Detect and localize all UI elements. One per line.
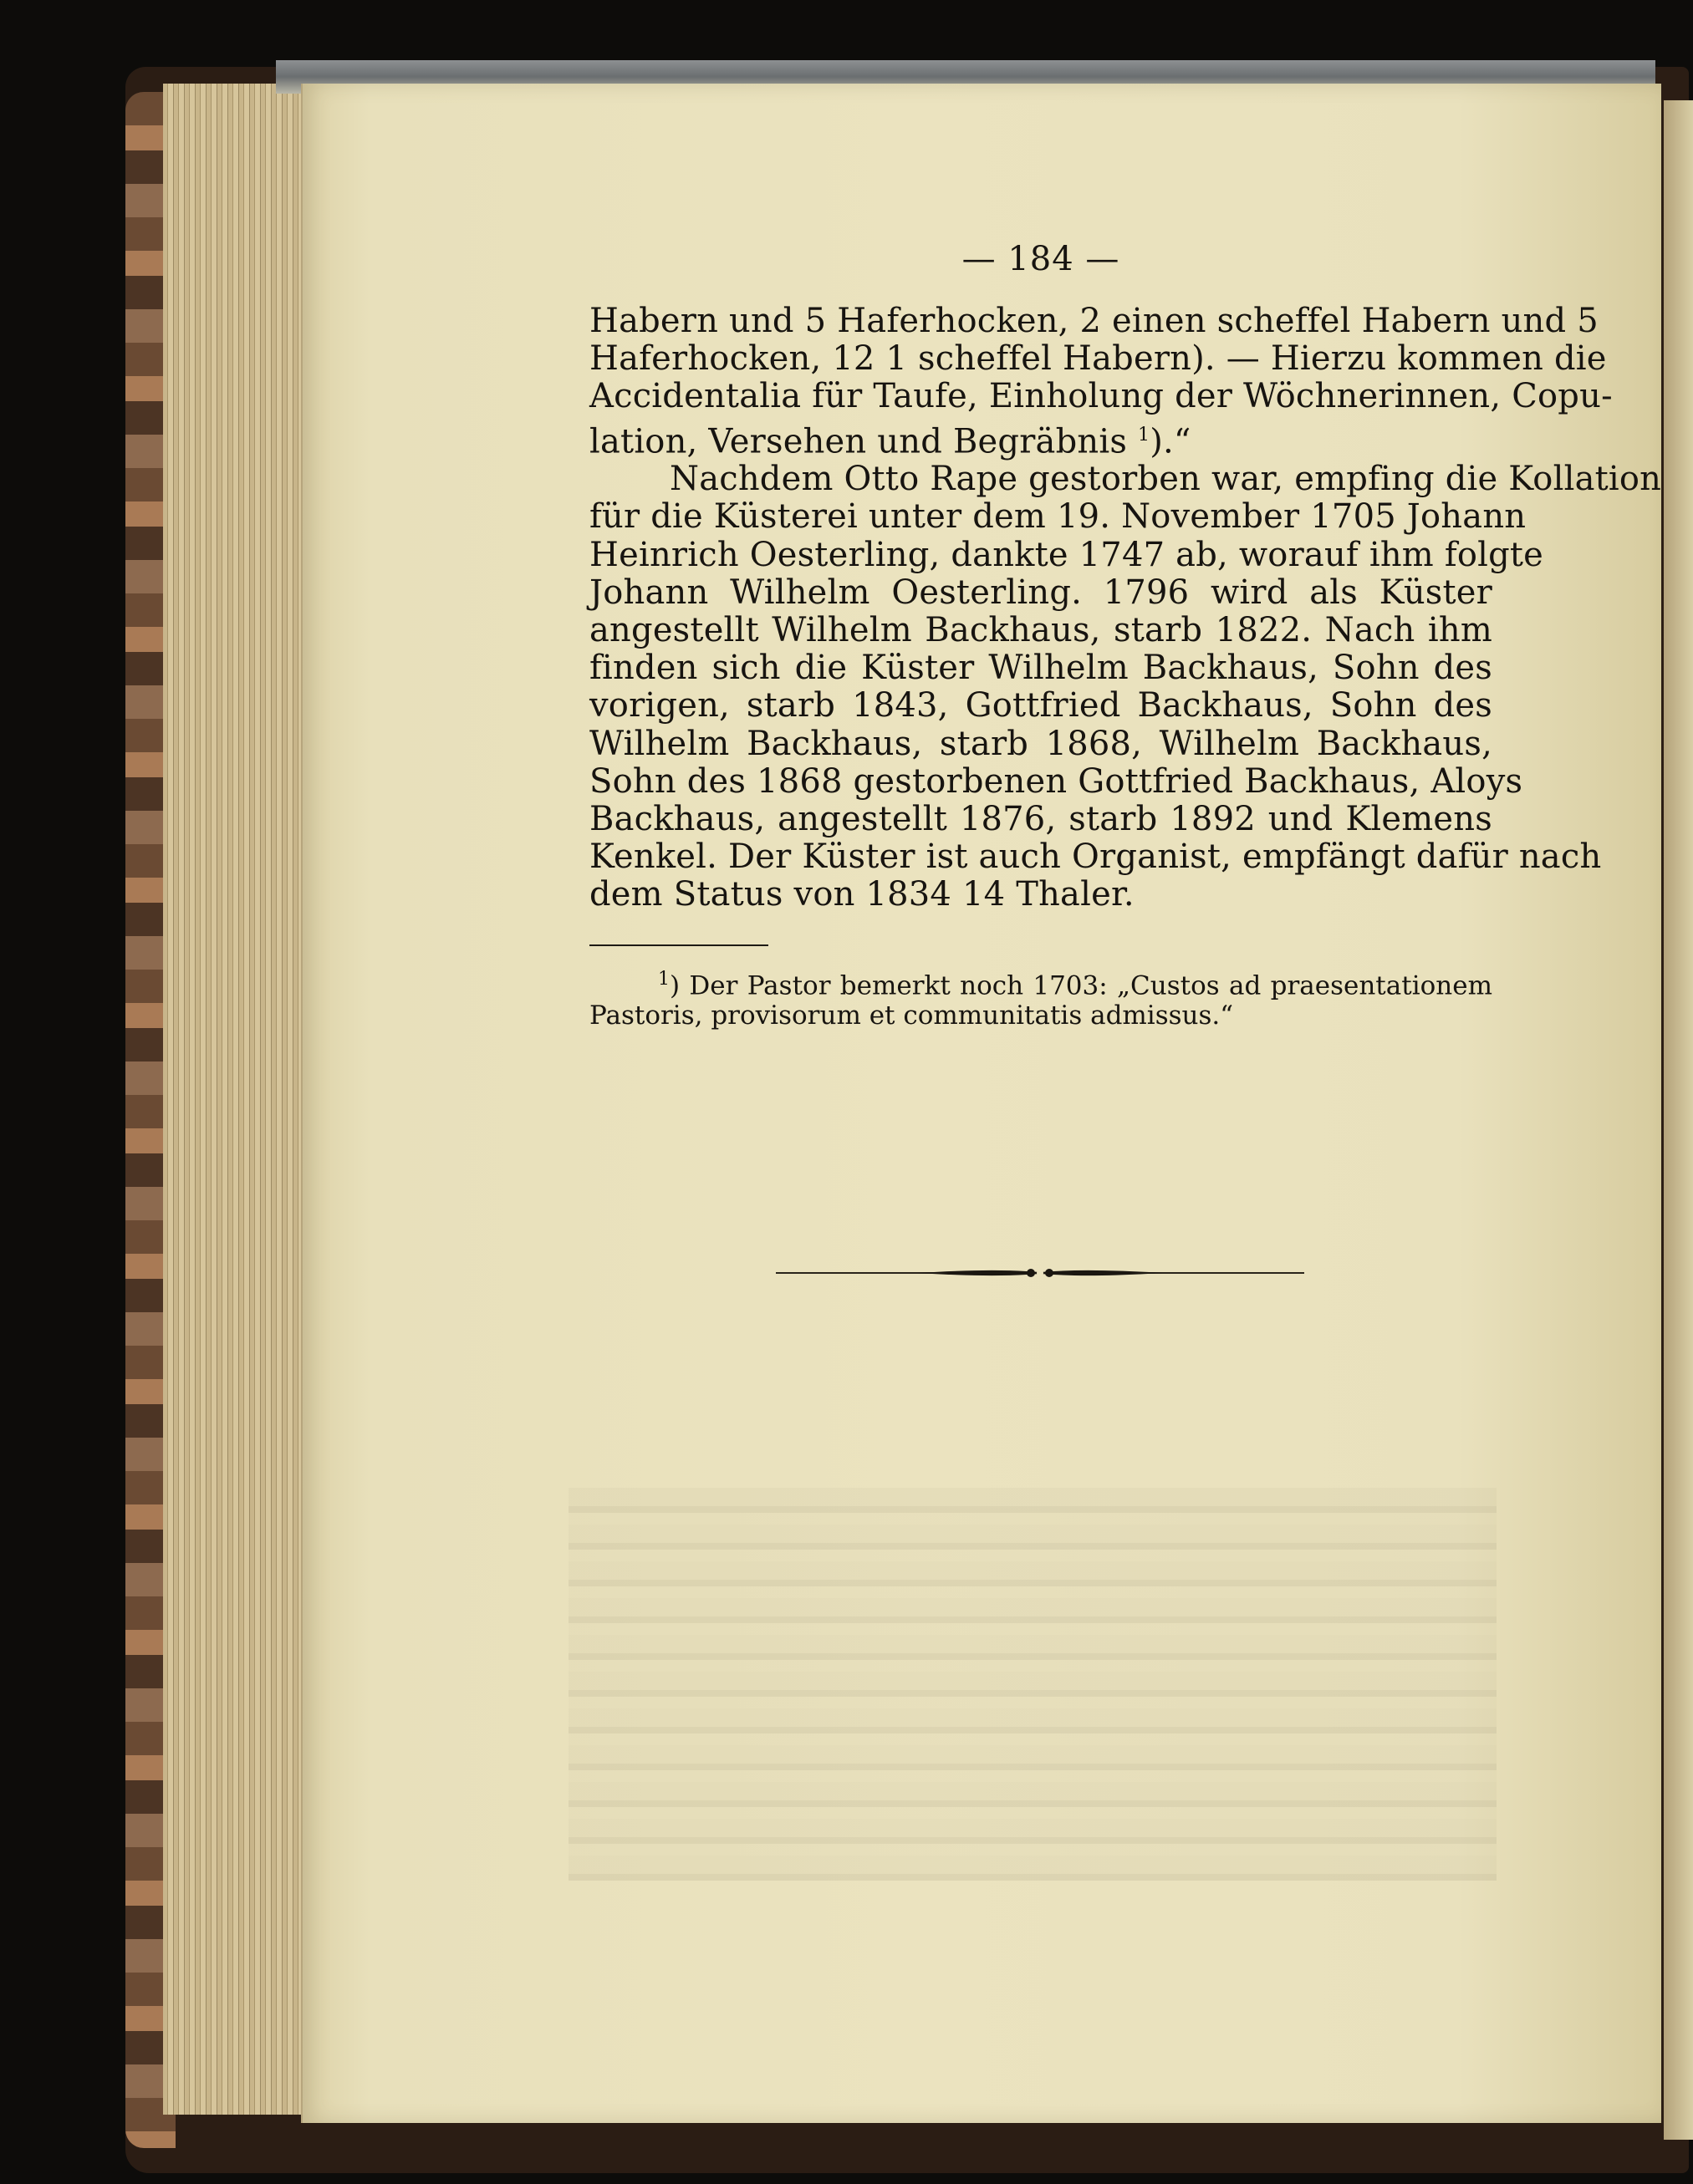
show-through-text — [569, 1488, 1497, 1881]
quote-end: ).“ — [1150, 421, 1191, 461]
right-gutter — [1664, 100, 1693, 2140]
body-line-6: für die Küsterei unter dem 19. November 1705 Johann — [589, 497, 1527, 537]
body-line-12: Wilhelm Backhaus, starb 1868, Wilhelm Backhaus, — [589, 724, 1492, 763]
body-line-13: Sohn des 1868 gestorbenen Gottfried Backhaus, Aloys — [589, 761, 1523, 801]
body-line-2: Haferhocken, 12 1 scheffel Habern). — Hierzu kommen die — [589, 339, 1607, 379]
body-line-15: Kenkel. Der Küster ist auch Organist, empfängt dafür nach — [589, 837, 1602, 877]
body-line-4 — [589, 416, 1492, 461]
ornament-divider — [776, 1260, 1304, 1285]
body-line-7: Heinrich Oesterling, dankte 1747 ab, worauf ihm folgte — [589, 535, 1544, 574]
body-paragraph — [589, 302, 1662, 914]
footnote-line-2: Pastoris, provisorum et communitatis admissus.“ — [589, 1000, 1234, 1031]
footnote-ref: 1 — [1138, 424, 1150, 445]
body-line-16: dem Status von 1834 14 Thaler. — [589, 875, 1135, 914]
body-line-5: Nachdem Otto Rape gestorben war, empfing die Kollation — [670, 460, 1662, 499]
body-line-3: Accidentalia für Taufe, Einholung der Wöchnerinnen, Copu- — [589, 377, 1613, 416]
page-stack-edge — [163, 84, 309, 2115]
footnote-marker: 1 — [658, 968, 670, 990]
body-line-1: Habern und 5 Haferhocken, 2 einen scheffel Habern und 5 — [589, 302, 1599, 340]
body-line-4-text: lation, Versehen und Begräbnis — [589, 421, 1128, 461]
footnote-line-1-text: ) Der Pastor bemerkt noch 1703: „Custos ad praesentationem — [670, 970, 1492, 1000]
page-number: — 184 — — [961, 240, 1120, 278]
body-line-11: vorigen, starb 1843, Gottfried Backhaus, Sohn des — [589, 686, 1492, 725]
body-line-9: angestellt Wilhelm Backhaus, starb 1822. Nach ihm — [589, 610, 1492, 649]
body-line-8: Johann Wilhelm Oesterling. 1796 wird als Küster — [589, 573, 1492, 612]
page-text — [589, 234, 1662, 1031]
body-line-10: finden sich die Küster Wilhelm Backhaus, Sohn des — [589, 649, 1492, 688]
body-line-14: Backhaus, angestellt 1876, starb 1892 und Klemens — [589, 799, 1492, 838]
footnote-line-1 — [589, 965, 1492, 1000]
footnote — [589, 965, 1492, 1031]
footnote-separator — [589, 944, 768, 946]
